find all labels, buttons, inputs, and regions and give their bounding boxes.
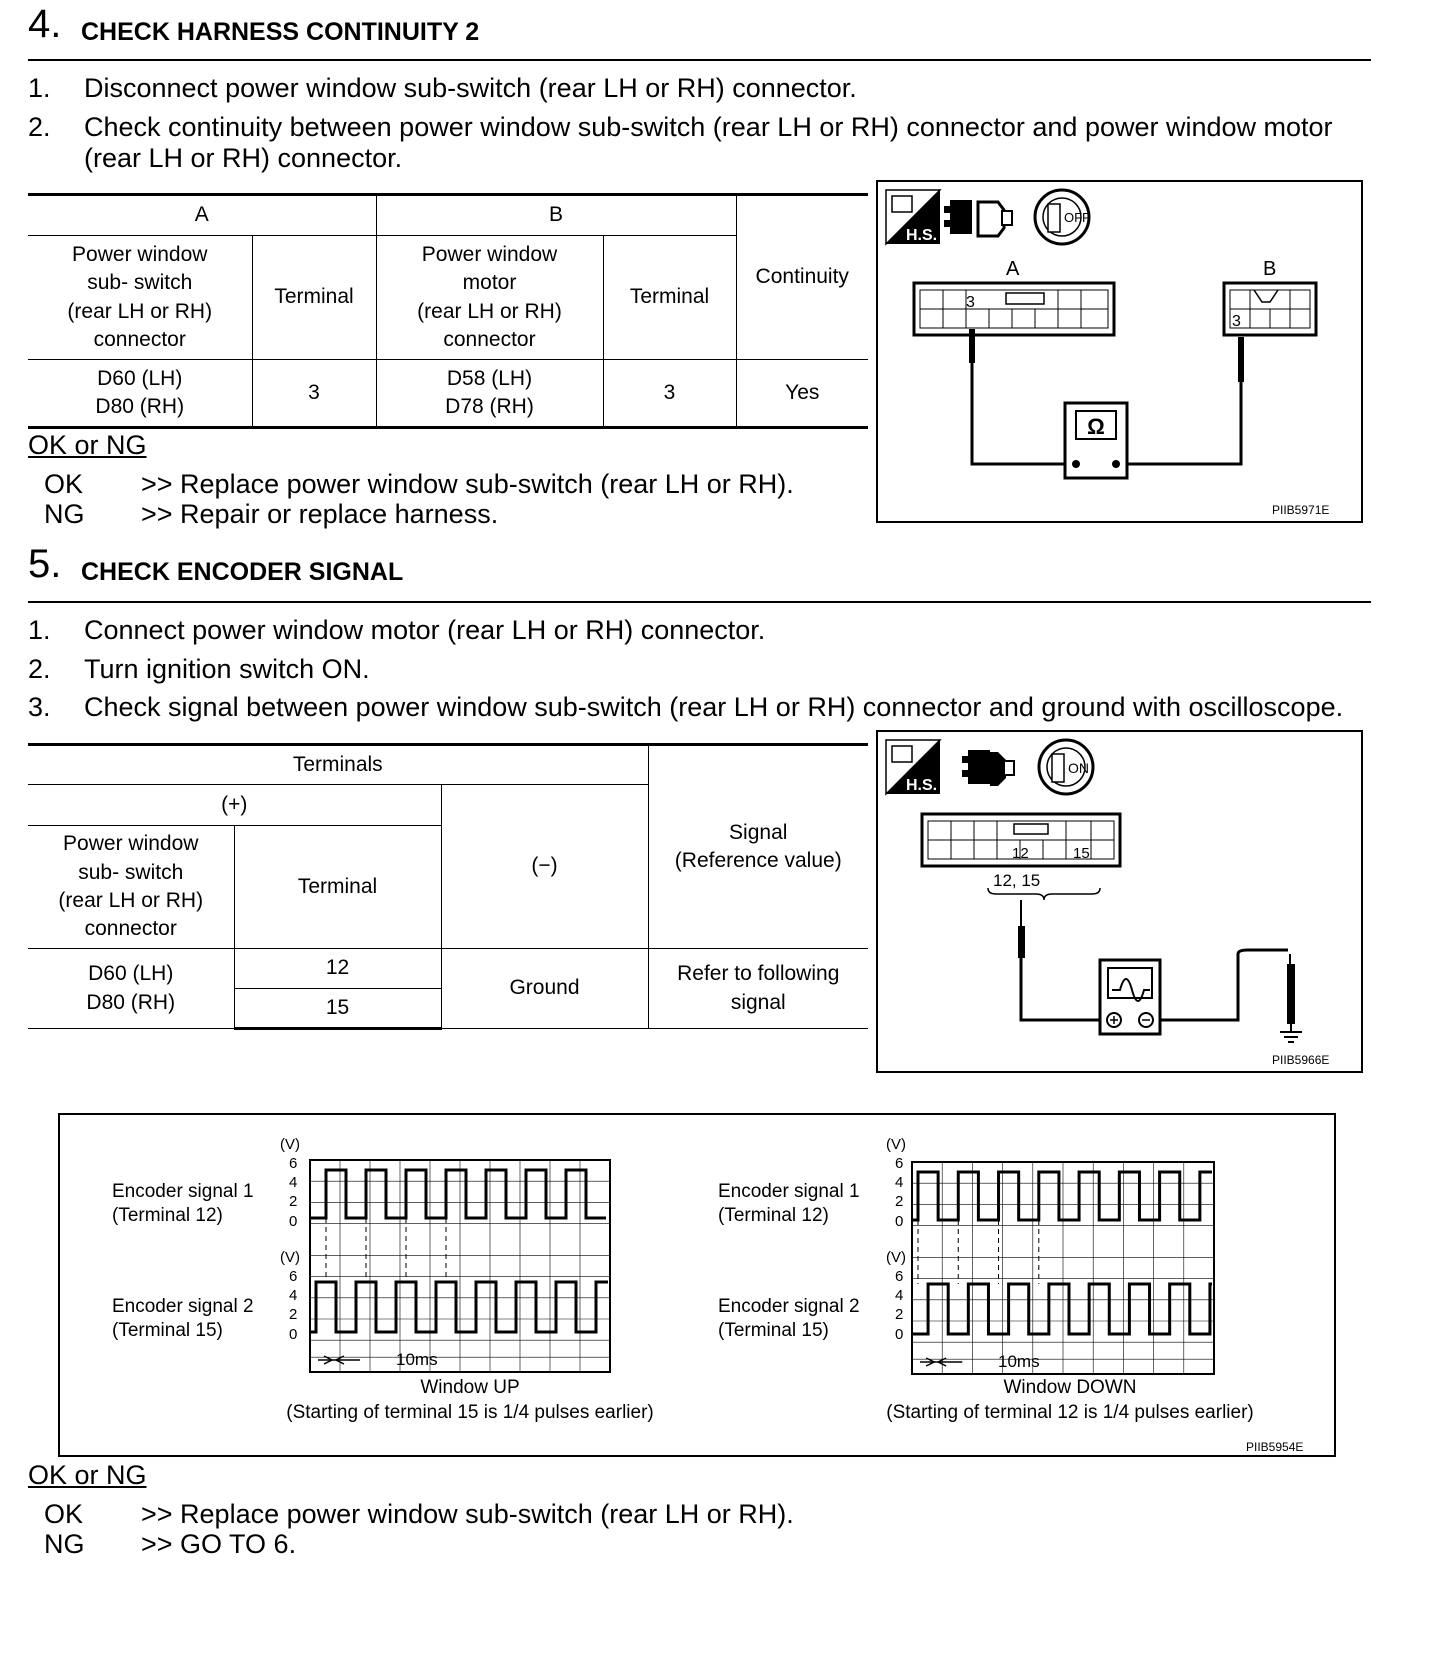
step4-title: CHECK HARNESS CONTINUITY 2	[81, 18, 480, 46]
step4-continuity-table	[28, 193, 868, 429]
b-terminal-cell: 3	[603, 360, 736, 428]
ignition-off-icon	[1035, 190, 1090, 244]
svg-text:3: 3	[966, 294, 975, 311]
figure-code: PIIB5966E	[1272, 1053, 1330, 1067]
pins-label: 12, 15	[993, 871, 1041, 890]
minus-cell: Ground	[441, 949, 648, 1029]
up-signal2-label: Encoder signal 2	[112, 1296, 254, 1317]
step4-continuity-diagram	[876, 180, 1363, 523]
svg-text:4: 4	[289, 1287, 298, 1304]
svg-text:12: 12	[1012, 845, 1029, 862]
down-note: (Starting of terminal 12 is 1/4 pulses earlier)	[886, 1402, 1254, 1423]
svg-text:0: 0	[289, 1326, 298, 1343]
signal-cell: Refer to following signal	[648, 949, 868, 1029]
ignition-on-icon	[1039, 740, 1093, 794]
a-connector-header: Power window sub- switch (rear LH or RH) connector	[28, 236, 252, 360]
svg-text:2: 2	[289, 1306, 298, 1323]
oscilloscope-icon	[1100, 960, 1160, 1034]
continuity-cell: Yes	[736, 360, 868, 428]
svg-text:2: 2	[895, 1193, 904, 1210]
oscilloscope-diagram-svg	[878, 732, 1361, 1071]
signal-header: Signal (Reference value)	[648, 745, 868, 949]
minus-header: (−)	[441, 785, 648, 949]
svg-text:6: 6	[895, 1268, 904, 1285]
window-up-panel	[112, 1136, 654, 1423]
b-connector-header: Power window motor (rear LH or RH) connector	[376, 236, 603, 360]
connector-cell: D60 (LH) D80 (RH)	[28, 949, 234, 1029]
up-signal1-label: Encoder signal 1	[112, 1181, 254, 1202]
terminal-12-cell: 12	[234, 949, 441, 989]
down-signal2-label: Encoder signal 2	[718, 1296, 860, 1317]
svg-text:6: 6	[289, 1155, 298, 1172]
svg-text:ON: ON	[1068, 760, 1089, 776]
svg-text:OFF: OFF	[1064, 210, 1090, 225]
svg-text:2: 2	[289, 1193, 298, 1210]
svg-text:(Terminal 15): (Terminal 15)	[112, 1320, 223, 1341]
svg-text:3: 3	[1232, 313, 1241, 330]
step5-okng-heading: OK or NG	[28, 1460, 147, 1490]
down-time-label: 10ms	[998, 1352, 1040, 1371]
step4-number: 4.	[28, 2, 62, 46]
figure-code: PIIB5971E	[1272, 503, 1330, 517]
svg-text:15: 15	[1073, 845, 1090, 862]
figure-code: PIIB5954E	[1246, 1440, 1304, 1454]
up-title: Window UP	[420, 1377, 520, 1398]
a-connector-cell: D60 (LH) D80 (RH)	[28, 360, 252, 428]
step4-okng-heading: OK or NG	[28, 430, 147, 460]
svg-text:(V): (V)	[280, 1249, 300, 1266]
svg-text:6: 6	[895, 1155, 904, 1172]
continuity-header: Continuity	[736, 195, 868, 360]
b-terminal-header: Terminal	[603, 236, 736, 360]
svg-text:(V): (V)	[280, 1136, 300, 1153]
svg-text:0: 0	[895, 1326, 904, 1343]
encoder-waveform-figure	[58, 1113, 1336, 1457]
svg-text:H.S.: H.S.	[906, 227, 938, 244]
waveform-svg	[60, 1115, 1334, 1455]
up-note: (Starting of terminal 15 is 1/4 pulses earlier)	[286, 1402, 654, 1423]
svg-text:6: 6	[289, 1268, 298, 1285]
step5-number: 5.	[28, 542, 62, 586]
step5-title: CHECK ENCODER SIGNAL	[81, 558, 404, 586]
svg-text:4: 4	[289, 1174, 298, 1191]
sub-switch-connector	[922, 814, 1120, 866]
step4-divider	[28, 59, 1371, 61]
down-title: Window DOWN	[1003, 1377, 1137, 1398]
window-down-panel	[718, 1136, 1254, 1423]
a-terminal-cell: 3	[252, 360, 376, 428]
down-signal1-label: Encoder signal 1	[718, 1181, 860, 1202]
continuity-diagram-svg	[878, 182, 1361, 521]
step5-signal-table	[28, 743, 868, 1030]
step5-divider	[28, 601, 1371, 603]
harness-side-icon	[886, 740, 940, 794]
svg-text:(V): (V)	[886, 1136, 906, 1153]
connector-b	[1224, 283, 1316, 335]
svg-text:H.S.: H.S.	[906, 777, 938, 794]
ground-icon	[1280, 1024, 1302, 1042]
harness-side-icon	[886, 190, 940, 244]
svg-text:(V): (V)	[886, 1249, 906, 1266]
svg-text:4: 4	[895, 1287, 904, 1304]
connector-connected-icon	[962, 750, 1014, 786]
connector-a-label: A	[1006, 258, 1020, 280]
ohmmeter-icon	[1065, 403, 1127, 478]
connector-a	[914, 283, 1114, 335]
b-connector-cell: D58 (LH) D78 (RH)	[376, 360, 603, 428]
connector-header: Power window sub- switch (rear LH or RH) connector	[28, 826, 234, 949]
svg-text:4: 4	[895, 1174, 904, 1191]
group-b-header: B	[376, 195, 736, 236]
svg-text:0: 0	[289, 1213, 298, 1230]
svg-text:0: 0	[895, 1213, 904, 1230]
terminal-header: Terminal	[234, 826, 441, 949]
connector-b-label: B	[1263, 258, 1277, 280]
svg-text:2: 2	[895, 1306, 904, 1323]
svg-text:(Terminal 15): (Terminal 15)	[718, 1320, 829, 1341]
terminal-15-cell: 15	[234, 989, 441, 1029]
svg-text:Ω: Ω	[1087, 414, 1105, 439]
up-time-label: 10ms	[396, 1350, 438, 1369]
terminals-header: Terminals	[28, 745, 648, 785]
plus-header: (+)	[28, 785, 441, 826]
svg-text:(Terminal 12): (Terminal 12)	[718, 1205, 829, 1226]
connector-disconnected-icon	[944, 200, 1012, 236]
step5-oscilloscope-diagram	[876, 730, 1363, 1073]
group-a-header: A	[28, 195, 376, 236]
svg-text:(Terminal 12): (Terminal 12)	[112, 1205, 223, 1226]
a-terminal-header: Terminal	[252, 236, 376, 360]
